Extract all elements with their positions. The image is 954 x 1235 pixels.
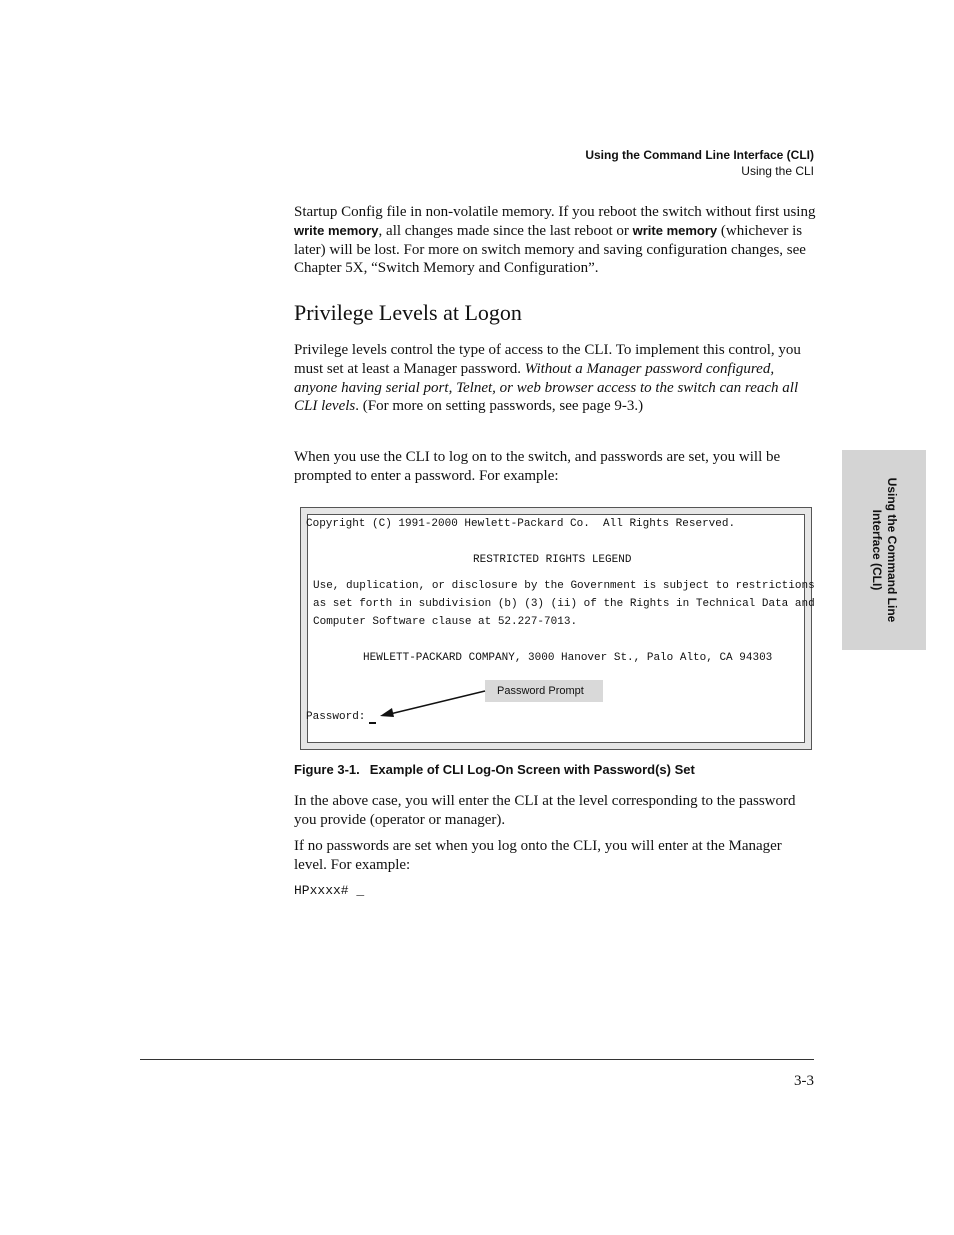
intro-text-3: (whichever is later) will be lost. For more on switch memory and saving configuration changes, see Chapter 5X, “Switch Memory and Configuration”. <box>294 222 806 277</box>
after-paragraph-1: In the above case, you will enter the CLI at the level corresponding to the password you provide (operator or manager). <box>294 793 796 828</box>
cli-legend-line-1: Use, duplication, or disclosure by the Government is subject to restrictions <box>313 580 815 592</box>
running-header-title: Using the Command Line Interface (CLI) <box>585 148 814 162</box>
footer-rule <box>140 1059 814 1060</box>
cli-legend-title: RESTRICTED RIGHTS LEGEND <box>473 554 632 566</box>
cli-legend-line-2: as set forth in subdivision (b) (3) (ii) of the Rights in Technical Data and <box>313 598 815 610</box>
privilege-text-2: . (For more on setting passwords, see page 9-3.) <box>355 398 644 415</box>
cli-legend-line-3: Computer Software clause at 52.227-7013. <box>313 616 578 628</box>
privilege-text-1: Privilege levels control the type of access to the CLI. To implement this control, you must set at least a Manager password. <box>294 342 801 377</box>
intro-text-2: , all changes made since the last reboot or <box>378 222 633 239</box>
write-memory-command-1: write memory <box>294 222 379 238</box>
figure-caption-text: Example of CLI Log-On Screen with Password(s) Set <box>369 762 695 777</box>
write-memory-command-2: write memory <box>632 222 718 238</box>
privilege-warning: Without a Manager password configured, anyone having serial port, Telnet, or web browser access to the switch can reach all CLI levels <box>294 360 799 415</box>
intro-text-1: Startup Config file in non-volatile memory. If you reboot the switch without first using <box>294 204 816 220</box>
cli-copyright: Copyright (C) 1991-2000 Hewlett-Packard Co. All Rights Reserved. <box>306 518 736 530</box>
figure-caption <box>294 762 695 777</box>
password-prompt-callout: Password Prompt <box>485 680 603 702</box>
prompt-example: HPxxxx# _ <box>294 883 365 898</box>
after-paragraph-2: If no passwords are set when you log onto the CLI, you will enter at the Manager level. For example: <box>294 838 782 873</box>
cli-password-prompt: Password: <box>306 711 366 723</box>
page-number: 3-3 <box>794 1073 814 1089</box>
cli-company-line: HEWLETT-PACKARD COMPANY, 3000 Hanover St., Palo Alto, CA 94303 <box>363 652 773 664</box>
running-header-subtitle: Using the CLI <box>741 164 814 178</box>
figure-number: Figure 3-1. <box>294 762 360 777</box>
chapter-side-tab-label: Using the Command Line Interface (CLI) <box>870 477 899 623</box>
section-heading: Privilege Levels at Logon <box>294 300 522 325</box>
logon-paragraph: When you use the CLI to log on to the switch, and passwords are set, you will be prompted to enter a password. For example: <box>294 449 781 484</box>
